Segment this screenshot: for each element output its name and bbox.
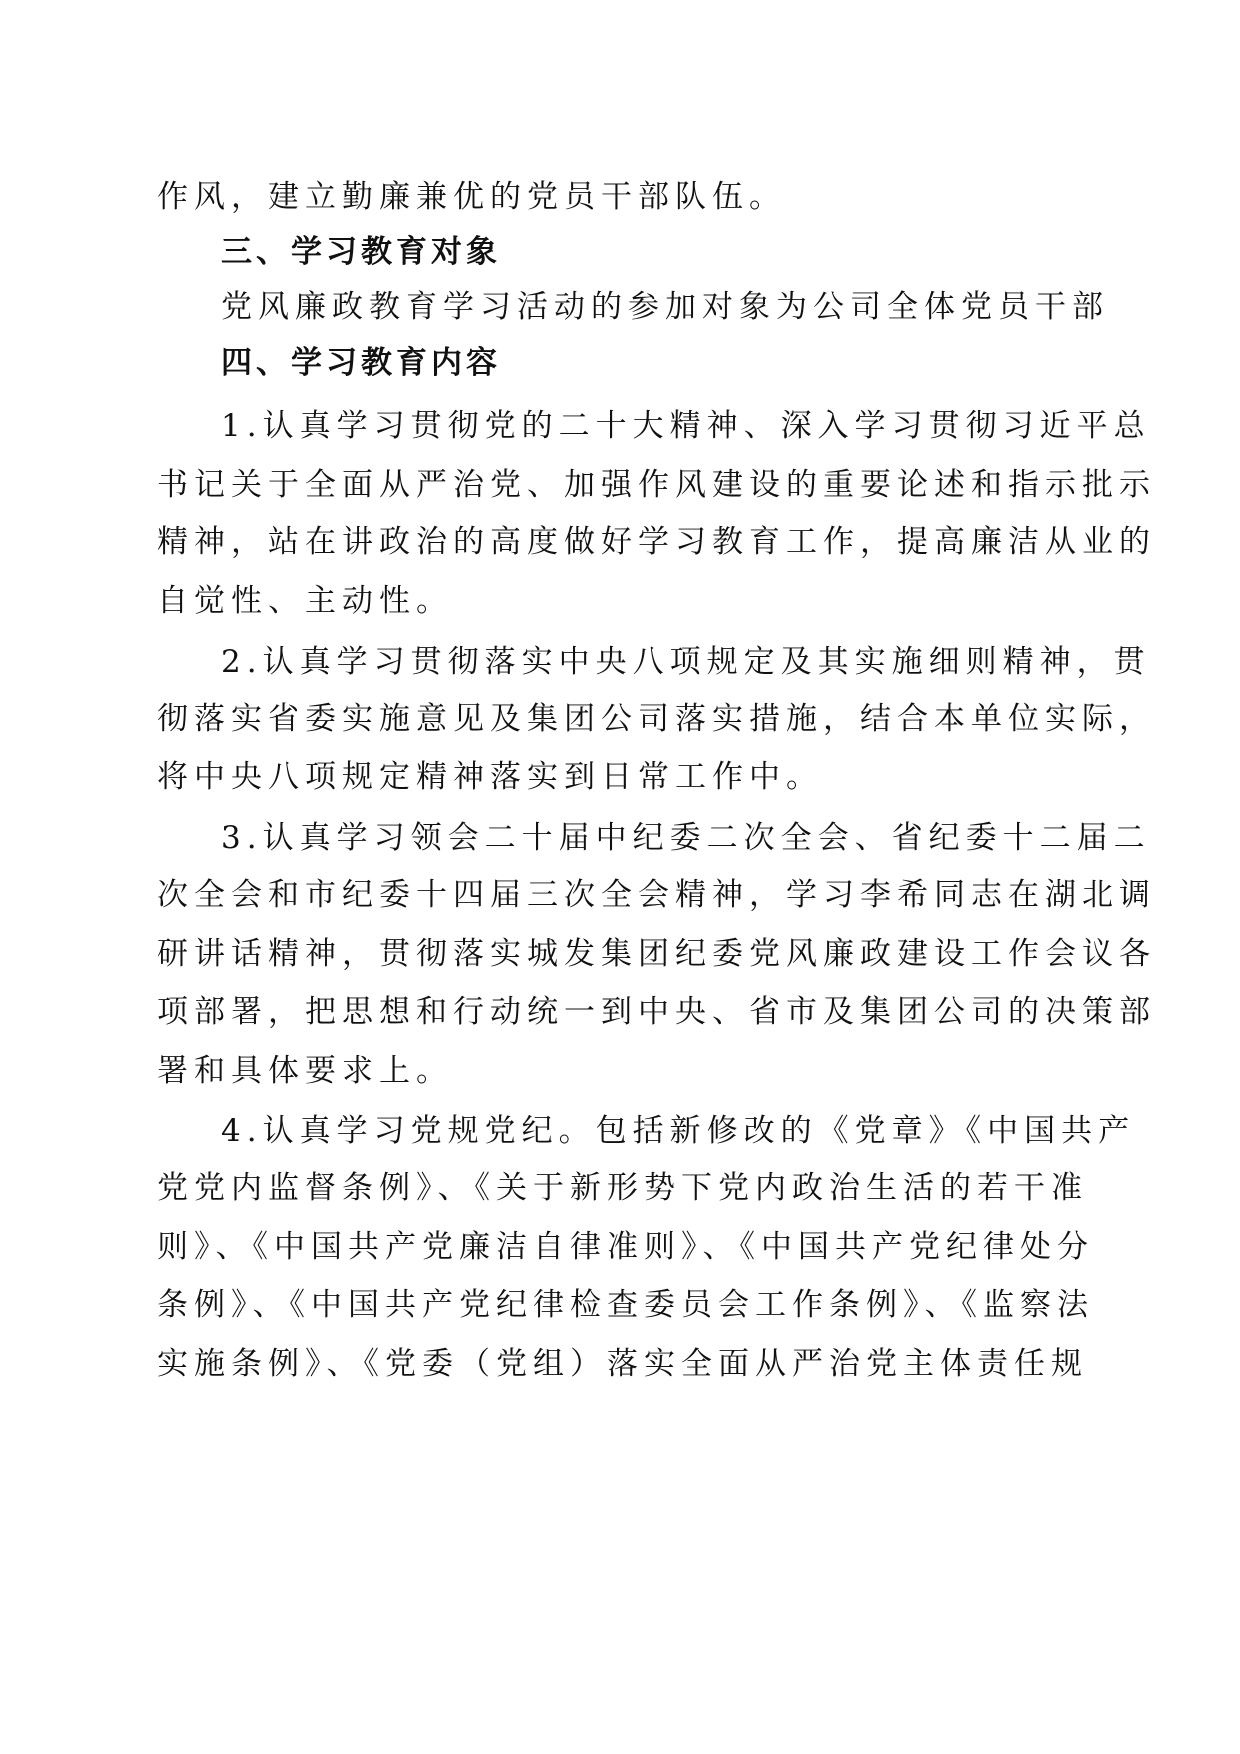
paragraph-line: 彻落实省委实施意见及集团公司落实措施，结合本单位实际， [157,701,1156,737]
section-heading-study-targets: 三、学习教育对象 [221,234,501,270]
section-heading-study-content: 四、学习教育内容 [221,345,501,381]
paragraph-line: 2.认真学习贯彻落实中央八项规定及其实施细则精神，贯 [221,644,1151,680]
paragraph-line: 1.认真学习贯彻党的二十大精神、深入学习贯彻习近平总 [221,408,1151,444]
paragraph-line: 项部署，把思想和行动统一到中央、省市及集团公司的决策部 [157,994,1156,1030]
paragraph-line-study-targets: 党风廉政教育学习活动的参加对象为公司全体党员干部 [221,289,1109,325]
paragraph-line: 将中央八项规定精神落实到日常工作中。 [157,759,823,795]
paragraph-line: 实施条例》、《党委（党组）落实全面从严治党主体责任规 [157,1346,1088,1382]
paragraph-line: 精神，站在讲政治的高度做好学习教育工作，提高廉洁从业的 [157,524,1156,560]
paragraph-line: 次全会和市纪委十四届三次全会精神，学习李希同志在湖北调 [157,877,1156,913]
paragraph-line: 4.认真学习党规党纪。包括新修改的《党章》《中国共产 [221,1113,1136,1149]
continuation-line: 作风，建立勤廉兼优的党员干部队伍。 [157,179,786,215]
paragraph-line: 研讲话精神，贯彻落实城发集团纪委党风廉政建设工作会议各 [157,936,1156,972]
paragraph-line: 自觉性、主动性。 [157,583,453,619]
paragraph-line: 条例》、《中国共产党纪律检查委员会工作条例》、《监察法 [157,1287,1094,1323]
paragraph-line: 3.认真学习领会二十届中纪委二次全会、省纪委十二届二 [221,820,1151,856]
paragraph-line: 书记关于全面从严治党、加强作风建设的重要论述和指示批示 [157,467,1156,503]
paragraph-line: 则》、《中国共产党廉洁自律准则》、《中国共产党纪律处分 [157,1229,1094,1265]
paragraph-line: 党党内监督条例》、《关于新形势下党内政治生活的若干准 [157,1170,1088,1206]
paragraph-line: 署和具体要求上。 [157,1053,453,1089]
